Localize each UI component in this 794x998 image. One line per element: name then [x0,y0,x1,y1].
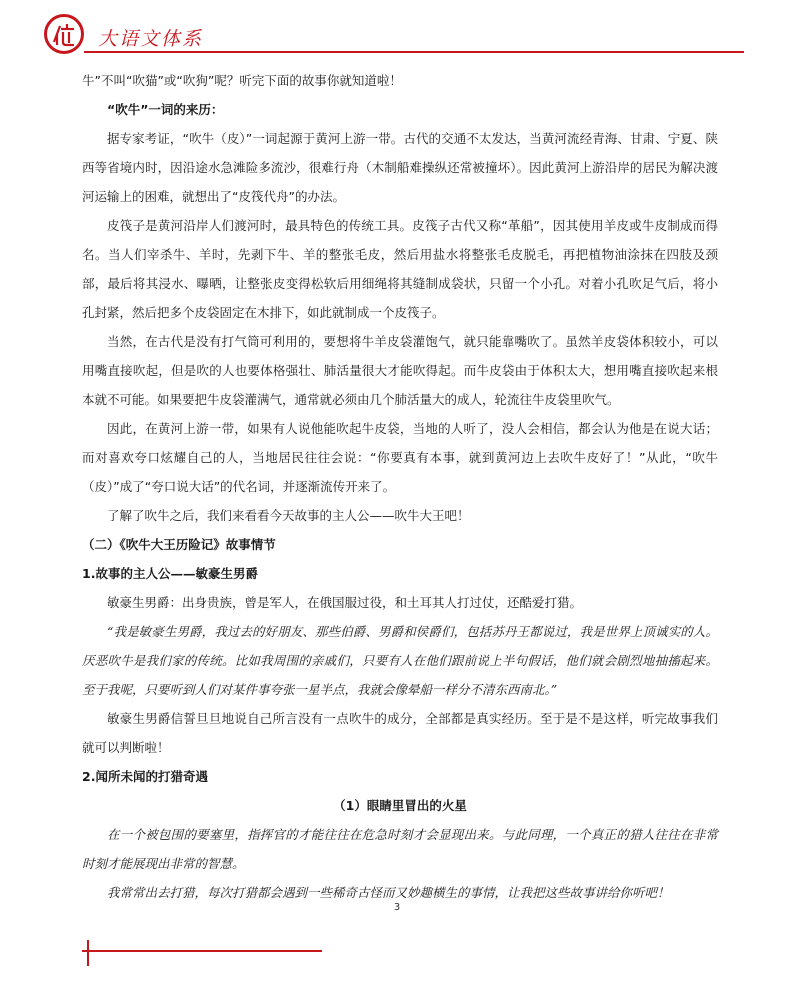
hero-quote: “我是敏豪生男爵，我过去的好朋友、那些伯爵、男爵和侯爵们，包括苏丹王都说过，我是世界上顶诚实的人。厌恶吹牛是我们家的传统。比如我周围的亲戚们，只要有人在他们跟前说上半句假话，他们就会剧烈地抽搐起来。至于我呢，只要听到人们对某件事夸张一星半点，我就会像晕船一样分不清东西南北。” [82,624,718,697]
intro-fragment: 牛”不叫“吹猫”或“吹狗”呢？听完下面的故事你就知道啦！ [82,73,402,88]
story-paragraph-1: 在一个被包围的要塞里，指挥官的才能往往在危急时刻才会显现出来。与此同理，一个真正的猎人往往在非常时刻才能展现出非常的智慧。 [82,827,718,871]
brand-title: 大语文体系 [98,28,204,50]
hero-conclusion: 敏豪生男爵信誓旦旦地说自己所言没有一点吹牛的成分，全部都是真实经历。至于是不是这样，听完故事我们就可以判断啦！ [82,711,718,755]
footer-divider [82,950,322,952]
story-paragraph-2: 我常常出去打猎，每次打猎都会遇到一些稀奇古怪而又妙趣横生的事情，让我把这些故事讲给你听吧！ [107,885,670,900]
subheading-hunting: 2.闻所未闻的打猎奇遇 [82,769,208,784]
origin-paragraph-5: 了解了吹牛之后，我们来看看今天故事的主人公——吹牛大王吧！ [107,508,470,523]
story-title: （1）眼睛里冒出的火星 [333,798,467,813]
origin-heading: “吹牛”一词的来历： [107,102,224,117]
page-number: 3 [393,902,401,913]
page-content [82,66,718,907]
origin-paragraph-2: 皮筏子是黄河沿岸人们渡河时，最具特色的传统工具。皮筏子古代又称“革船”，因其使用羊皮或牛皮制成而得名。当人们宰杀牛、羊时，先剥下牛、羊的整张毛皮，然后用盐水将整张毛皮脱毛，再把植物油涂抹在四肢及颈部，最后将其浸水、曝晒，让整张皮变得松软后用细绳将其缝制成袋状，只留一个小孔。对着小孔吹足气后，将小孔封紧，然后把多个皮袋固定在木排下，如此就制成一个皮筏子。 [82,218,718,320]
brand-seal-icon [44,14,84,54]
subheading-hero: 1.故事的主人公——敏豪生男爵 [82,566,258,581]
brand-seal-glyph [50,20,78,48]
origin-paragraph-3: 当然，在古代是没有打气筒可利用的，要想将牛羊皮袋灌饱气，就只能靠嘴吹了。虽然羊皮袋体积较小，可以用嘴直接吹起，但是吹的人也要体格强壮、肺活量很大才能吹得起。而牛皮袋由于体积太大，想用嘴直接吹起来根本就不可能。如果要把牛皮袋灌满气，通常就必须由几个肺活量大的成人，轮流往牛皮袋里吹气。 [82,334,718,407]
section-heading: （二）《吹牛大王历险记》故事情节 [82,537,276,552]
header-divider [84,51,744,53]
origin-paragraph-4: 因此，在黄河上游一带，如果有人说他能吹起牛皮袋，当地的人听了，没人会相信，都会认为他是在说大话；而对喜欢夸口炫耀自己的人，当地居民往往会说：“你要真有本事，就到黄河边上去吹牛皮好了！”从此，“吹牛（皮）”成了“夸口说大话”的代名词，并逐渐流传开来了。 [82,421,718,494]
hero-intro: 敏豪生男爵：出身贵族，曾是军人，在俄国服过役，和土耳其人打过仗，还酷爱打猎。 [107,595,583,610]
footer-tick [87,940,89,966]
origin-paragraph-1: 据专家考证，“吹牛（皮）”一词起源于黄河上游一带。古代的交通不太发达，当黄河流经青海、甘肃、宁夏、陕西等省境内时，因沿途水急滩险多流沙，很难行舟（木制船难操纵还常被撞坏）。因此黄河上游沿岸的居民为解决渡河运输上的困难，就想出了“皮筏代舟”的办法。 [82,131,718,204]
